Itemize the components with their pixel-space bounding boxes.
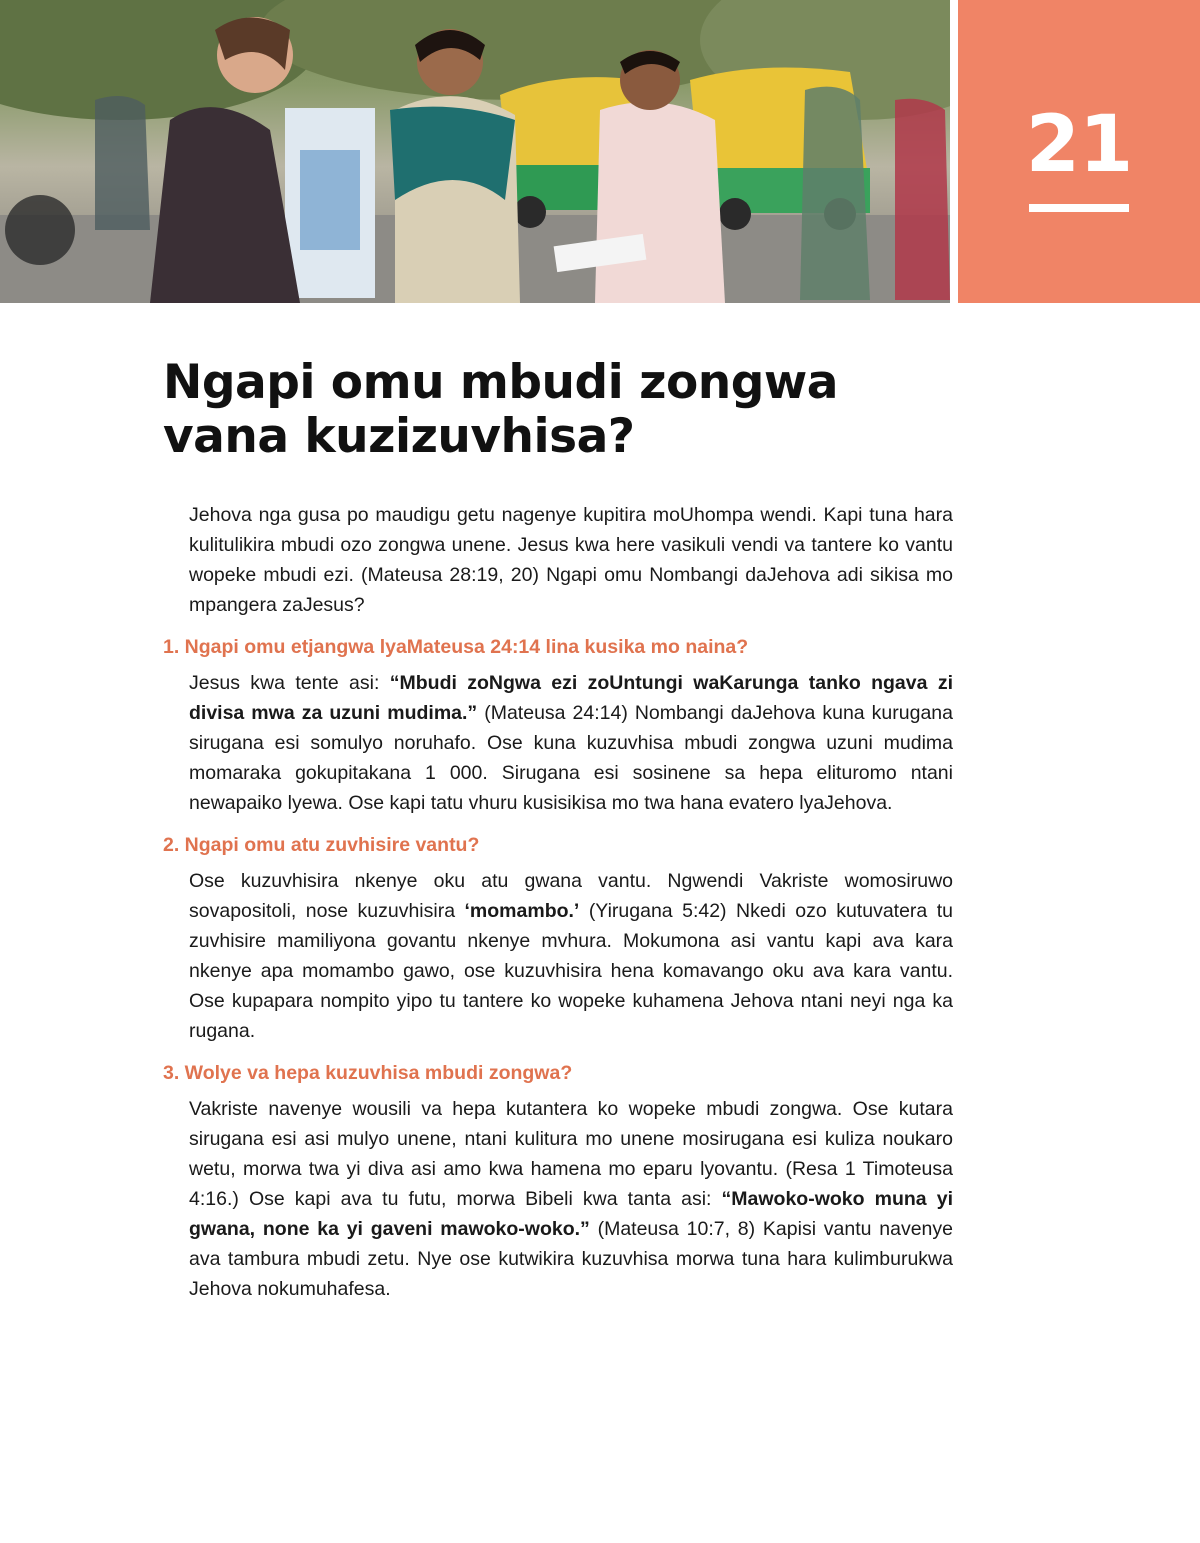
answer-paragraph bbox=[189, 1094, 953, 1304]
answer-text: (Mateusa 10:7, 8) Kapisi vantu navenye ava tambura mbudi zetu. Nye ose kutwikira kuzuvhisa morwa tuna hara kulimburukwa Jehova nokumuhafesa. bbox=[189, 1218, 953, 1300]
lesson-number-badge bbox=[958, 0, 1200, 303]
lesson-number: 21 bbox=[1025, 100, 1133, 190]
answer-text: Vakriste navenye wousili va hepa kutantera ko wopeke mbudi zongwa. Ose kutara sirugana esi asi mulyo unene, ntani kulitura mo unene mosirugana esi kuliza noukaro wetu, morwa twa yi diva asi amo kwa hamena mo eparu lyovantu. (Resa 1 Timoteusa 4:16.) Ose kapi ava tu futu, morwa Bibeli kwa tanta asi: bbox=[189, 1098, 953, 1210]
badge-underline bbox=[1029, 204, 1129, 212]
page-title bbox=[163, 356, 923, 464]
answer-text: (Yirugana 5:42) Nkedi ozo kutuvatera tu zuvhisire mamiliyona govantu nkenye mvhura. Mokumona asi vantu kapi ava kara nkenye apa momambo gawo, ose kuzuvhisira hena komavango oku ava kara vantu. Ose kupapara nompito yipo tu tantere ko wopeke kuhamena Jehova ntani neyi nga ka rugana. bbox=[189, 900, 953, 1042]
question-heading: 2. Ngapi omu atu zuvhisire vantu? bbox=[163, 834, 480, 856]
answer-text: (Mateusa 24:14) Nombangi daJehova kuna kurugana sirugana esi somulyo noruhafo. Ose kuna kuzuvhisa mbudi zongwa uzuni mudima momaraka gokupitakana 1 000. Sirugana esi sosinene sa hepa elituromo ntani newapaiko lyewa. Ose kapi tatu vhuru kusisikisa mo twa hana evatero lyaJehova. bbox=[189, 702, 953, 814]
section-3 bbox=[163, 1060, 953, 1304]
lesson-content bbox=[163, 500, 953, 1314]
section-1 bbox=[163, 634, 953, 818]
section-2 bbox=[163, 832, 953, 1046]
scripture-quote: “Mbudi zoNgwa ezi zoUntungi waKarunga tanko ngava zi divisa mwa za uzuni mudima.” bbox=[189, 672, 953, 724]
title-line-2: vana kuzizuvhisa? bbox=[163, 409, 635, 464]
title-line-1: Ngapi omu mbudi zongwa bbox=[163, 355, 838, 410]
question-heading: 3. Wolye va hepa kuzuvhisa mbudi zongwa? bbox=[163, 1062, 573, 1084]
answer-text: Jesus kwa tente asi: bbox=[189, 672, 390, 694]
scripture-quote: “Mawoko-woko muna yi gwana, none ka yi gaveni mawoko-woko.” bbox=[189, 1188, 953, 1240]
question-heading: 1. Ngapi omu etjangwa lyaMateusa 24:14 lina kusika mo naina? bbox=[163, 636, 749, 658]
answer-paragraph bbox=[189, 668, 953, 818]
header-photo bbox=[0, 0, 950, 303]
answer-paragraph bbox=[189, 866, 953, 1046]
answer-text: Ose kuzuvhisira nkenye oku atu gwana vantu. Ngwendi Vakriste womosiruwo sovapositoli, nose kuzuvhisira bbox=[189, 870, 953, 922]
street-scene-illustration bbox=[0, 0, 950, 303]
scripture-quote: ‘momambo.’ bbox=[464, 900, 580, 922]
intro-paragraph: Jehova nga gusa po maudigu getu nagenye kupitira moUhompa wendi. Kapi tuna hara kulitulikira mbudi ozo zongwa unene. Jesus kwa here vasikuli vendi va tantere ko vantu wopeke mbudi ezi. (Mateusa 28:19, 20) Ngapi omu Nombangi daJehova adi sikisa mo mpangera zaJesus? bbox=[189, 504, 953, 616]
